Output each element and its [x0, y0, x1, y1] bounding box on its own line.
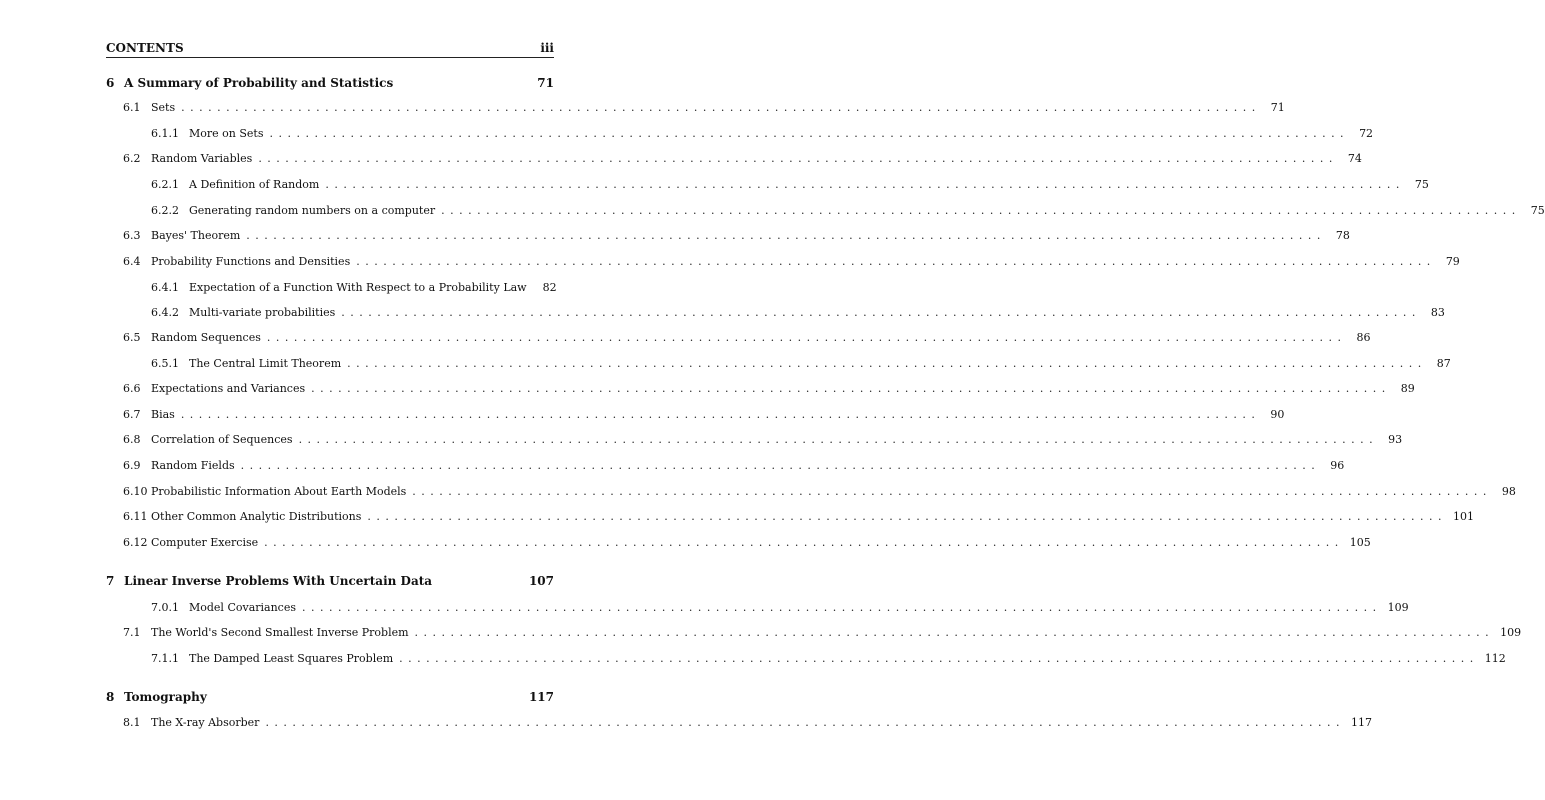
toc-entry-page: 96	[1330, 459, 1345, 472]
dot-leader: ........................................................................................................................	[246, 229, 1326, 242]
toc-entry-title: Random Fields	[151, 459, 235, 472]
toc-entry-title: Sets	[151, 101, 176, 114]
toc-entry-number: 6.6	[123, 382, 141, 395]
toc-entry-number: 6.9	[123, 459, 141, 472]
toc-entry-page: 90	[1270, 408, 1285, 421]
dot-leader: ........................................................................................................................	[412, 485, 1492, 498]
toc-entry-6-5-1[interactable]	[106, 357, 1451, 373]
dot-leader: ........................................................................................................................	[258, 152, 1338, 165]
toc-entry-title: Random Variables	[151, 152, 253, 165]
toc-entry-page: 109	[1500, 626, 1522, 639]
toc-entry-6-11[interactable]	[106, 510, 1474, 526]
toc-entry-6-8[interactable]	[106, 433, 1403, 449]
toc-entry-6-10[interactable]	[106, 485, 1516, 501]
toc-entry-7-0-1[interactable]	[106, 601, 1409, 617]
toc-entry-number: 6.2.1	[151, 178, 179, 191]
toc-entry-8-1[interactable]	[106, 716, 1373, 732]
toc-entry-6-3[interactable]	[106, 229, 1350, 245]
toc-entry-6[interactable]	[106, 76, 554, 92]
toc-entry-page: 75	[1530, 204, 1545, 217]
toc-entry-title: Random Sequences	[151, 331, 261, 344]
toc-entry-number: 7	[106, 574, 115, 588]
dot-leader: ........................................................................................................................	[302, 601, 1382, 614]
running-head-page-number: iii	[540, 41, 554, 55]
toc-entry-title: Probabilistic Information About Earth Models	[151, 485, 407, 498]
dot-leader: ........................................................................................................................	[356, 255, 1436, 268]
dot-leader: ........................................................................................................................	[180, 408, 1261, 421]
toc-entry-title: Correlation of Sequences	[151, 433, 293, 446]
header-rule	[106, 57, 554, 58]
toc-entry-6-4-2[interactable]	[106, 306, 1445, 322]
toc-entry-7-1-1[interactable]	[106, 652, 1506, 668]
toc-entry-page: 75	[1414, 178, 1429, 191]
toc-entry-number: 6.10	[123, 485, 148, 498]
toc-entry-title: The Damped Least Squares Problem	[189, 652, 394, 665]
toc-entry-page: 105	[1349, 536, 1371, 549]
toc-entry-page: 117	[1351, 716, 1373, 729]
dot-leader: ........................................................................................................................	[298, 433, 1379, 446]
running-head	[106, 41, 554, 55]
toc-entry-title: Computer Exercise	[151, 536, 259, 549]
toc-entry-title: Model Covariances	[189, 601, 296, 614]
toc-entry-6-2-2[interactable]	[106, 204, 1545, 220]
dot-leader: ........................................................................................................................	[311, 382, 1391, 395]
dot-leader: ........................................................................................................................	[347, 357, 1427, 370]
toc-entry-number: 6.5	[123, 331, 141, 344]
toc-entry-title: Probability Functions and Densities	[151, 255, 351, 268]
toc-entry-page: 112	[1484, 652, 1506, 665]
dot-leader: ........................................................................................................................	[266, 331, 1347, 344]
toc-entry-6-4[interactable]	[106, 255, 1460, 271]
toc-entry-6-2[interactable]	[106, 152, 1362, 168]
toc-entry-title: Expectation of a Function With Respect to a Probability Law	[189, 281, 527, 294]
running-head-title: CONTENTS	[106, 41, 184, 55]
toc-entry-number: 6.1	[123, 101, 141, 114]
toc-entry-6-4-1[interactable]	[106, 281, 557, 297]
toc-entry-page: 98	[1501, 485, 1516, 498]
dot-leader: ........................................................................................................................	[414, 626, 1495, 639]
toc-entry-title: More on Sets	[189, 127, 264, 140]
toc-entry-7[interactable]	[106, 574, 554, 590]
toc-entry-number: 8	[106, 690, 115, 704]
toc-entry-6-5[interactable]	[106, 331, 1371, 347]
toc-entry-title: Expectations and Variances	[151, 382, 306, 395]
toc-entry-number: 7.1	[123, 626, 141, 639]
toc-entry-page: 71	[1270, 101, 1285, 114]
toc-entry-title: Tomography	[124, 690, 207, 704]
toc-entry-page: 79	[1445, 255, 1460, 268]
toc-entry-page: 78	[1335, 229, 1350, 242]
toc-entry-title: Multi-variate probabilities	[189, 306, 336, 319]
dot-leader: ........................................................................................................................	[264, 536, 1344, 549]
toc-entry-title: A Definition of Random	[189, 178, 320, 191]
toc-entry-page: 87	[1436, 357, 1451, 370]
toc-entry-number: 6.3	[123, 229, 141, 242]
toc-entry-page: 93	[1388, 433, 1403, 446]
toc-entry-title: A Summary of Probability and Statistics	[124, 76, 394, 90]
toc-entry-6-7[interactable]	[106, 408, 1285, 424]
toc-entry-page: 72	[1359, 127, 1374, 140]
toc-entry-6-1[interactable]	[106, 101, 1285, 117]
dot-leader: ........................................................................................................................	[341, 306, 1421, 319]
toc-entry-page: 107	[528, 574, 554, 588]
toc-entry-7-1[interactable]	[106, 626, 1522, 642]
toc-entry-number: 6.11	[123, 510, 148, 523]
toc-entry-number: 7.0.1	[151, 601, 179, 614]
toc-entry-title: Other Common Analytic Distributions	[151, 510, 362, 523]
dot-leader: ........................................................................................................................	[441, 204, 1521, 217]
toc-entry-number: 6.5.1	[151, 357, 179, 370]
toc-entry-title: The Central Limit Theorem	[189, 357, 342, 370]
toc-entry-page: 82	[542, 281, 557, 294]
toc-entry-number: 6.2.2	[151, 204, 179, 217]
toc-entry-title: Bias	[151, 408, 175, 421]
toc-entry-page: 74	[1347, 152, 1362, 165]
toc-entry-page: 83	[1430, 306, 1445, 319]
toc-entry-number: 6.2	[123, 152, 141, 165]
toc-entry-title: Bayes' Theorem	[151, 229, 241, 242]
toc-entry-number: 6.4.2	[151, 306, 179, 319]
toc-entry-page: 89	[1400, 382, 1415, 395]
toc-entry-6-2-1[interactable]	[106, 178, 1429, 194]
toc-entry-number: 6.1.1	[151, 127, 179, 140]
toc-entry-number: 7.1.1	[151, 652, 179, 665]
toc-entry-6-1-1[interactable]	[106, 127, 1374, 143]
dot-leader: ........................................................................................................................	[399, 652, 1479, 665]
dot-leader: ........................................................................................................................	[367, 510, 1447, 523]
toc-entry-number: 6.7	[123, 408, 141, 421]
toc-entry-title: Generating random numbers on a computer	[189, 204, 436, 217]
toc-entry-number: 6	[106, 76, 115, 90]
toc-entry-title: Linear Inverse Problems With Uncertain Data	[124, 574, 433, 588]
toc-entry-page: 71	[537, 76, 554, 90]
dot-leader: ........................................................................................................................	[181, 101, 1261, 114]
toc-entry-number: 8.1	[123, 716, 141, 729]
toc-entry-8[interactable]	[106, 690, 554, 706]
toc-entry-number: 6.4.1	[151, 281, 179, 294]
toc-entry-page: 109	[1387, 601, 1409, 614]
toc-entry-title: The X-ray Absorber	[151, 716, 260, 729]
toc-entry-6-9[interactable]	[106, 459, 1345, 475]
toc-entry-title: The World's Second Smallest Inverse Problem	[151, 626, 409, 639]
toc-entry-number: 6.12	[123, 536, 148, 549]
toc-entry-number: 6.8	[123, 433, 141, 446]
toc-entry-page: 101	[1453, 510, 1474, 523]
dot-leader: ........................................................................................................................	[265, 716, 1346, 729]
dot-leader: ........................................................................................................................	[269, 127, 1350, 140]
toc-entry-page: 117	[528, 690, 554, 704]
dot-leader: ........................................................................................................................	[240, 459, 1321, 472]
toc-entry-number: 6.4	[123, 255, 141, 268]
dot-leader: ........................................................................................................................	[325, 178, 1405, 191]
toc-entry-page: 86	[1356, 331, 1371, 344]
toc-entry-6-12[interactable]	[106, 536, 1371, 552]
toc-entry-6-6[interactable]	[106, 382, 1415, 398]
